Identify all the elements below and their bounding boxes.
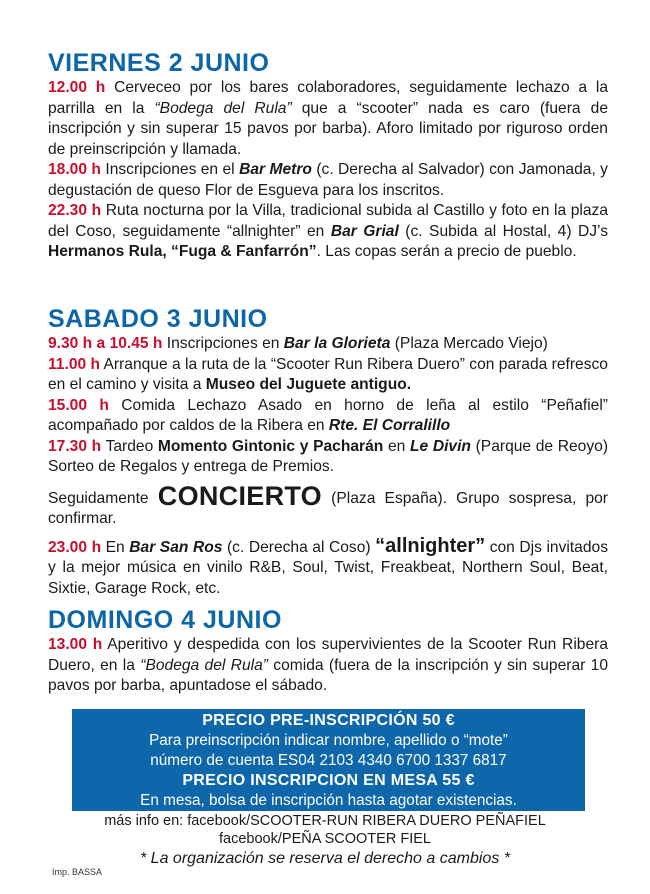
allnighter-label: “allnighter” bbox=[375, 534, 486, 557]
event-text: Arranque a la ruta de la “Scooter Run Ribera Duero” con parada refresco en el camino y visita a bbox=[48, 355, 608, 393]
event-text: Ruta nocturna por la Villa, tradicional subida al Castillo y foto en la plaza del Coso, seguidamente “allnighter” en bbox=[48, 202, 608, 240]
saturday-event-3 bbox=[48, 396, 608, 437]
sunday-event-1 bbox=[48, 635, 608, 697]
event-text: (c. Derecha al Coso) bbox=[222, 538, 376, 556]
printer-credit: Imp. BASSA bbox=[52, 867, 103, 877]
saturday-event-2 bbox=[48, 355, 608, 396]
saturday-section bbox=[48, 305, 608, 599]
event-text: que a “scooter” nada es caro (fuera de inscripción y sin superar 15 pavos por barba). Aforo limitado por riguroso orden de preinscripción y llamada. bbox=[48, 99, 608, 158]
event-time: 11.00 h bbox=[48, 355, 101, 373]
table-registration-note: En mesa, bolsa de inscripción hasta agotar existencias. bbox=[140, 792, 517, 809]
event-time: 22.30 h bbox=[48, 202, 102, 219]
event-text: (Plaza España). Grupo sospresa, por confirmar. bbox=[48, 489, 609, 527]
dj-names: Hermanos Rula, “Fuga & Fanfarrón” bbox=[48, 243, 317, 260]
event-text: en bbox=[383, 437, 410, 455]
venue-name: Bar Grial bbox=[330, 222, 399, 240]
event-text: Tardeo bbox=[101, 437, 158, 455]
concert-title: CONCIERTO bbox=[157, 480, 322, 511]
venue-name: Le Divin bbox=[409, 437, 471, 455]
event-text: Comida Lechazo Asado en horno de leña al estilo “Peñafiel” acompañado por caldos de la Ribera en bbox=[48, 396, 608, 434]
event-text: (c. Subida al Hostal, 4) DJ’s bbox=[398, 222, 608, 240]
price-box bbox=[72, 709, 585, 811]
event-time: 17.30 h bbox=[48, 437, 102, 455]
more-info-line-2: facebook/PEÑA SCOOTER FIEL bbox=[219, 831, 431, 847]
venue-name: Bar Metro bbox=[239, 161, 312, 178]
event-text: Inscripciones en bbox=[162, 335, 284, 352]
more-info-line-1: más info en: facebook/SCOOTER-RUN RIBERA DUERO PEÑAFIEL bbox=[104, 813, 546, 829]
event-text: (Parque de Reoyo) Sorteo de Regalos y entrega de Premios. bbox=[48, 437, 609, 475]
friday-event-1 bbox=[48, 78, 608, 160]
friday-heading: VIERNES 2 JUNIO bbox=[48, 49, 270, 77]
venue-name: Bar San Ros bbox=[129, 538, 223, 556]
concert-announcement bbox=[48, 480, 609, 530]
pre-registration-price: PRECIO PRE-INSCRIPCIÓN 50 € bbox=[202, 712, 455, 729]
friday-event-2 bbox=[48, 160, 608, 201]
bank-account: número de cuenta ES04 2103 4340 6700 1337 6817 bbox=[150, 752, 507, 769]
event-time: 23.00 h bbox=[48, 538, 102, 556]
saturday-heading: SABADO 3 JUNIO bbox=[48, 305, 268, 333]
saturday-event-4 bbox=[48, 437, 608, 478]
event-time: 9.30 h a 10.45 h bbox=[48, 335, 163, 352]
event-text: Inscripciones en el bbox=[100, 161, 240, 178]
venue-name: Rte. El Corralillo bbox=[328, 417, 451, 434]
event-time: 13.00 h bbox=[48, 636, 103, 653]
friday-section bbox=[48, 49, 608, 263]
venue-name: Bar la Glorieta bbox=[283, 335, 391, 352]
sunday-heading: DOMINGO 4 JUNIO bbox=[48, 606, 282, 634]
sunday-section bbox=[48, 606, 608, 697]
event-text: . Las copas serán a precio de pueblo. bbox=[316, 243, 577, 260]
friday-event-3 bbox=[48, 201, 608, 263]
event-text: (c. Derecha al Salvador) con Jamonada, y degustación de queso Flor de Esgueva para los inscritos. bbox=[48, 161, 608, 199]
event-time: 15.00 h bbox=[48, 396, 109, 414]
event-highlight: Momento Gintonic y Pacharán bbox=[157, 437, 384, 455]
event-text: Seguidamente bbox=[48, 489, 158, 507]
table-registration-price: PRECIO INSCRIPCION EN MESA 55 € bbox=[182, 772, 475, 789]
event-text: (Plaza Mercado Viejo) bbox=[390, 335, 548, 352]
event-text: con Djs invitados y la mejor música en vinilo R&B, Soul, Twist, Freakbeat, Northern Soul, Beat, Sixtie, Garage Rock, etc. bbox=[48, 538, 608, 597]
venue-name: Museo del Juguete antiguo. bbox=[205, 376, 412, 393]
pre-registration-note: Para preinscripción indicar nombre, apellido o “mote” bbox=[149, 732, 508, 749]
event-time: 18.00 h bbox=[48, 161, 101, 178]
event-text: Cerveceo por los bares colaboradores, seguidamente lechazo a la parrilla en la bbox=[48, 79, 608, 117]
venue-name: “Bodega del Rula” bbox=[154, 99, 292, 117]
venue-name: “Bodega del Rula” bbox=[140, 656, 268, 674]
saturday-late-event bbox=[48, 536, 608, 600]
event-time: 12.00 h bbox=[48, 79, 106, 96]
event-text: comida (fuera de la inscripción y sin superar 10 pavos por barba, apuntadose el sábado. bbox=[48, 656, 608, 694]
disclaimer: * La organización se reserva el derecho a cambios * bbox=[140, 850, 510, 867]
event-text: Aperitivo y despedida con los supervivientes de la Scooter Run Ribera Duero, en la bbox=[48, 636, 608, 674]
saturday-event-1 bbox=[48, 334, 608, 355]
event-text: En bbox=[101, 538, 130, 556]
